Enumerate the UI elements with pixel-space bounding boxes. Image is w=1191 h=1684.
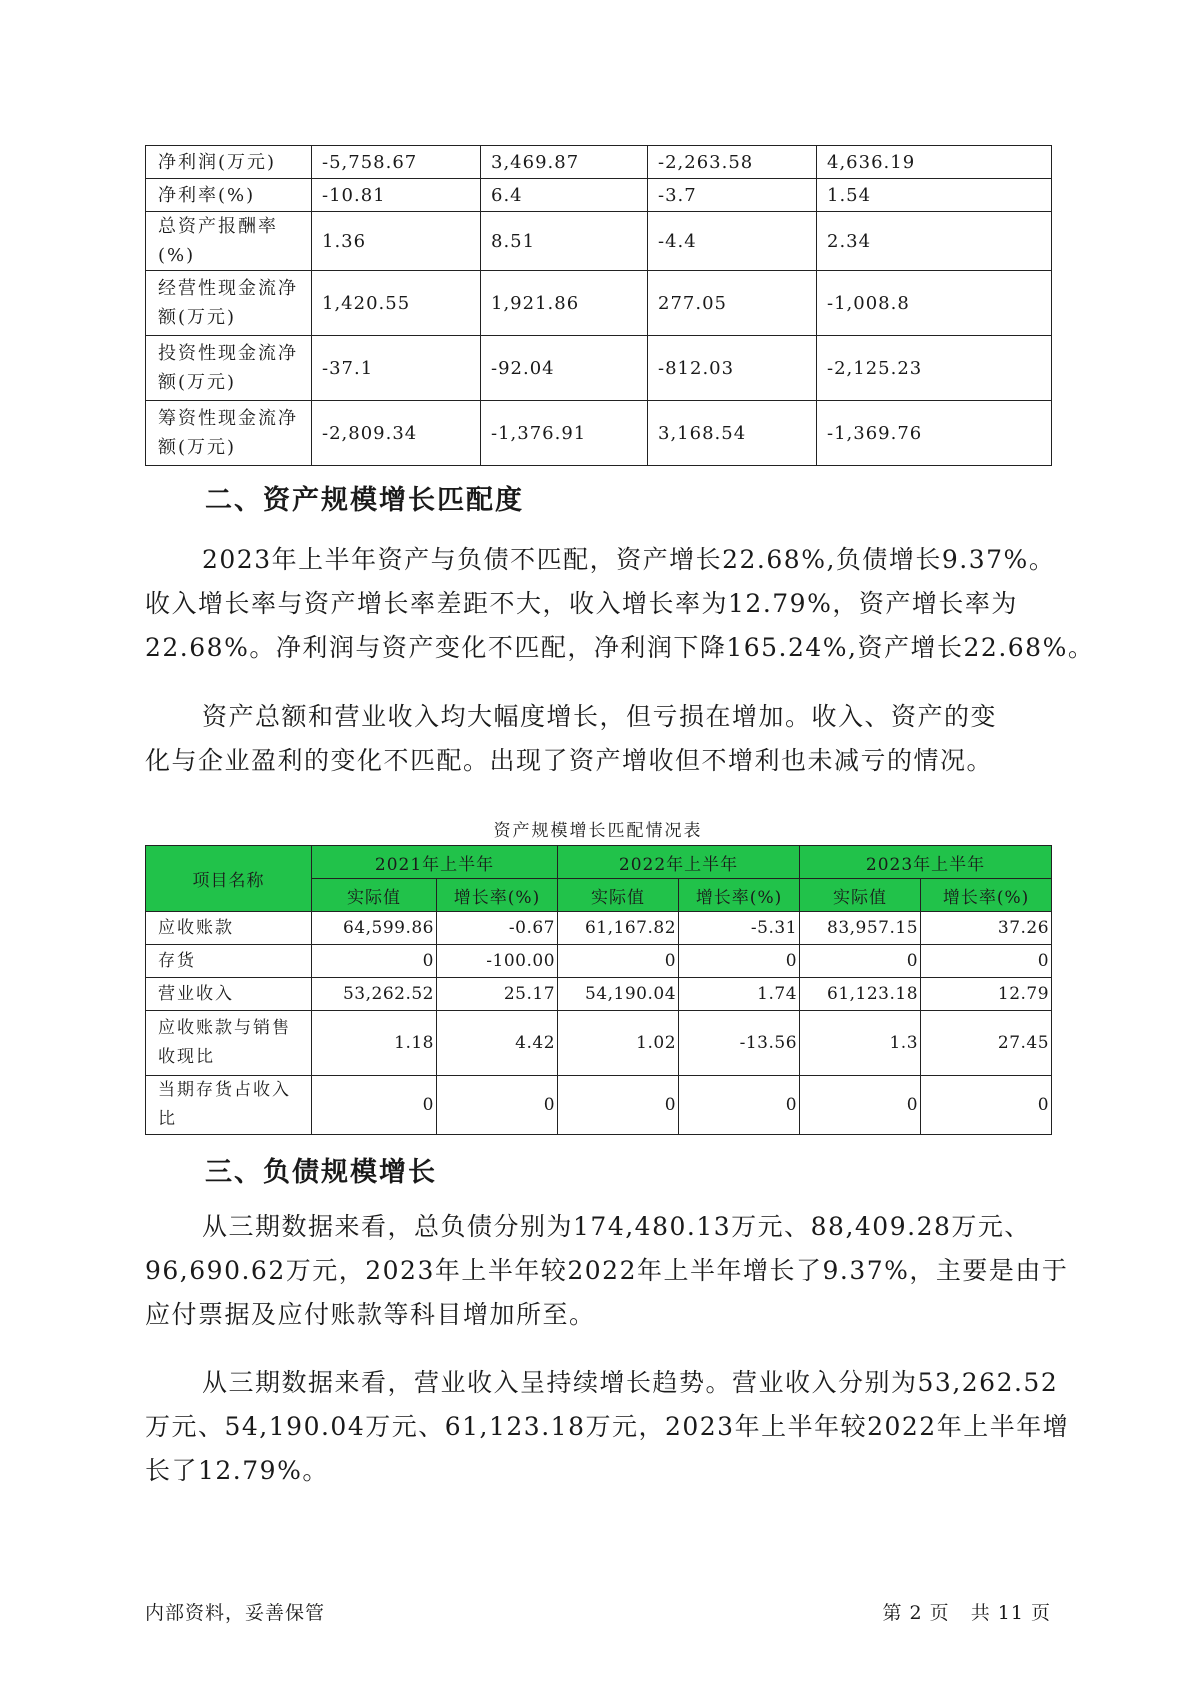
paragraph-line: 2023年上半年资产与负债不匹配，资产增长22.68%,负债增长9.37%。 [202, 545, 1056, 574]
paragraph [145, 695, 1080, 783]
table-cell: 0 [558, 1076, 679, 1135]
table-cell: 1,921.86 [481, 271, 648, 336]
table-cell: -3.7 [648, 179, 817, 212]
table-row [146, 401, 1052, 466]
row-label: 经营性现金流净额(万元) [146, 271, 312, 336]
row-label: 筹资性现金流净额(万元) [146, 401, 312, 466]
column-header-growth: 增长率(%) [921, 879, 1052, 912]
table-cell: 3,469.87 [481, 146, 648, 179]
paragraph-line: 从三期数据来看，营业收入呈持续增长趋势。营业收入分别为53,262.52 [202, 1368, 1059, 1397]
table-cell: -100.00 [437, 945, 558, 978]
table-cell: 4,636.19 [817, 146, 1052, 179]
table-caption: 资产规模增长匹配情况表 [493, 821, 703, 841]
column-header-actual: 实际值 [800, 879, 921, 912]
paragraph [145, 1361, 1080, 1493]
column-header-period: 2021年上半年 [312, 846, 558, 879]
table-cell: 0 [312, 1076, 437, 1135]
row-label: 净利润(万元) [146, 146, 312, 179]
table-cell: 0 [800, 1076, 921, 1135]
table-cell: 0 [921, 945, 1052, 978]
table-cell: 12.79 [921, 978, 1052, 1011]
table-cell: 0 [437, 1076, 558, 1135]
table-cell: -1,369.76 [817, 401, 1052, 466]
row-label: 应收账款与销售收现比 [146, 1011, 312, 1076]
table-cell: 277.05 [648, 271, 817, 336]
paragraph-line: 从三期数据来看，总负债分别为174,480.13万元、88,409.28万元、 [202, 1212, 1031, 1241]
column-header-growth: 增长率(%) [679, 879, 800, 912]
row-label: 净利率(%) [146, 179, 312, 212]
row-label: 投资性现金流净额(万元) [146, 336, 312, 401]
table-cell: 64,599.86 [312, 912, 437, 945]
paragraph [145, 1205, 1080, 1337]
row-label: 总资产报酬率(%) [146, 212, 312, 271]
paragraph-line: 应付票据及应付账款等科目增加所至。 [145, 1300, 596, 1329]
table-header-row [146, 846, 1052, 879]
row-label: 应收账款 [146, 912, 312, 945]
table-cell: -1,008.8 [817, 271, 1052, 336]
table-cell: 3,168.54 [648, 401, 817, 466]
table-cell: -13.56 [679, 1011, 800, 1076]
paragraph-line: 96,690.62万元，2023年上半年较2022年上半年增长了9.37%，主要是由于 [145, 1256, 1069, 1285]
table-row [146, 978, 1052, 1011]
table-cell: 1.18 [312, 1011, 437, 1076]
table-cell: 0 [679, 1076, 800, 1135]
paragraph-line: 化与企业盈利的变化不匹配。出现了资产增收但不增利也未减亏的情况。 [145, 746, 994, 775]
table-cell: -1,376.91 [481, 401, 648, 466]
row-label: 存货 [146, 945, 312, 978]
page-number: 第 2 页 共 11 页 [882, 1602, 1051, 1624]
row-label: 当期存货占收入比 [146, 1076, 312, 1135]
asset-growth-match-table [145, 845, 1052, 1135]
table-cell: 1.54 [817, 179, 1052, 212]
financial-indicators-table [145, 145, 1052, 466]
table-cell: -2,263.58 [648, 146, 817, 179]
column-header-growth: 增长率(%) [437, 879, 558, 912]
table-cell: 1,420.55 [312, 271, 481, 336]
table-cell: 0 [800, 945, 921, 978]
column-header-period: 2022年上半年 [558, 846, 800, 879]
table-cell: 25.17 [437, 978, 558, 1011]
table-cell: 54,190.04 [558, 978, 679, 1011]
table-cell: 37.26 [921, 912, 1052, 945]
table-row [146, 1011, 1052, 1076]
table-cell: -5,758.67 [312, 146, 481, 179]
table-cell: 6.4 [481, 179, 648, 212]
table-row [146, 212, 1052, 271]
table-cell: 61,123.18 [800, 978, 921, 1011]
table-row [146, 1076, 1052, 1135]
table-cell: -0.67 [437, 912, 558, 945]
table-cell: -4.4 [648, 212, 817, 271]
section-heading: 三、负债规模增长 [205, 1157, 437, 1188]
table-row [146, 271, 1052, 336]
table-row [146, 945, 1052, 978]
table-row [146, 146, 1052, 179]
table-cell: -2,125.23 [817, 336, 1052, 401]
table-row [146, 912, 1052, 945]
table-cell: 1.3 [800, 1011, 921, 1076]
table-cell: -2,809.34 [312, 401, 481, 466]
column-header-item: 项目名称 [146, 846, 312, 912]
paragraph-line: 万元、54,190.04万元、61,123.18万元，2023年上半年较2022年上半年增 [145, 1412, 1070, 1441]
column-header-actual: 实际值 [312, 879, 437, 912]
paragraph-line: 22.68%。净利润与资产变化不匹配，净利润下降165.24%,资产增长22.68%。 [145, 633, 1095, 662]
table-cell: 0 [921, 1076, 1052, 1135]
row-label: 营业收入 [146, 978, 312, 1011]
table-row [146, 179, 1052, 212]
table-cell: 0 [558, 945, 679, 978]
paragraph [145, 538, 1095, 670]
table-row [146, 336, 1052, 401]
table-cell: 1.02 [558, 1011, 679, 1076]
paragraph-line: 资产总额和营业收入均大幅度增长，但亏损在增加。收入、资产的变 [202, 702, 998, 731]
table-cell: 1.36 [312, 212, 481, 271]
paragraph-line: 长了12.79%。 [145, 1456, 329, 1485]
table-cell: -92.04 [481, 336, 648, 401]
table-cell: 1.74 [679, 978, 800, 1011]
table-cell: 4.42 [437, 1011, 558, 1076]
table-cell: -10.81 [312, 179, 481, 212]
table-cell: 2.34 [817, 212, 1052, 271]
paragraph-line: 收入增长率与资产增长率差距不大，收入增长率为12.79%，资产增长率为 [145, 589, 1018, 618]
table-cell: 8.51 [481, 212, 648, 271]
table-cell: 61,167.82 [558, 912, 679, 945]
table-cell: 0 [312, 945, 437, 978]
table-cell: 53,262.52 [312, 978, 437, 1011]
section-heading: 二、资产规模增长匹配度 [205, 485, 524, 516]
column-header-actual: 实际值 [558, 879, 679, 912]
table-cell: 83,957.15 [800, 912, 921, 945]
table-cell: 27.45 [921, 1011, 1052, 1076]
table-cell: -812.03 [648, 336, 817, 401]
table-cell: -5.31 [679, 912, 800, 945]
table-cell: -37.1 [312, 336, 481, 401]
footer-note: 内部资料，妥善保管 [145, 1602, 326, 1624]
column-header-period: 2023年上半年 [800, 846, 1052, 879]
table-cell: 0 [679, 945, 800, 978]
